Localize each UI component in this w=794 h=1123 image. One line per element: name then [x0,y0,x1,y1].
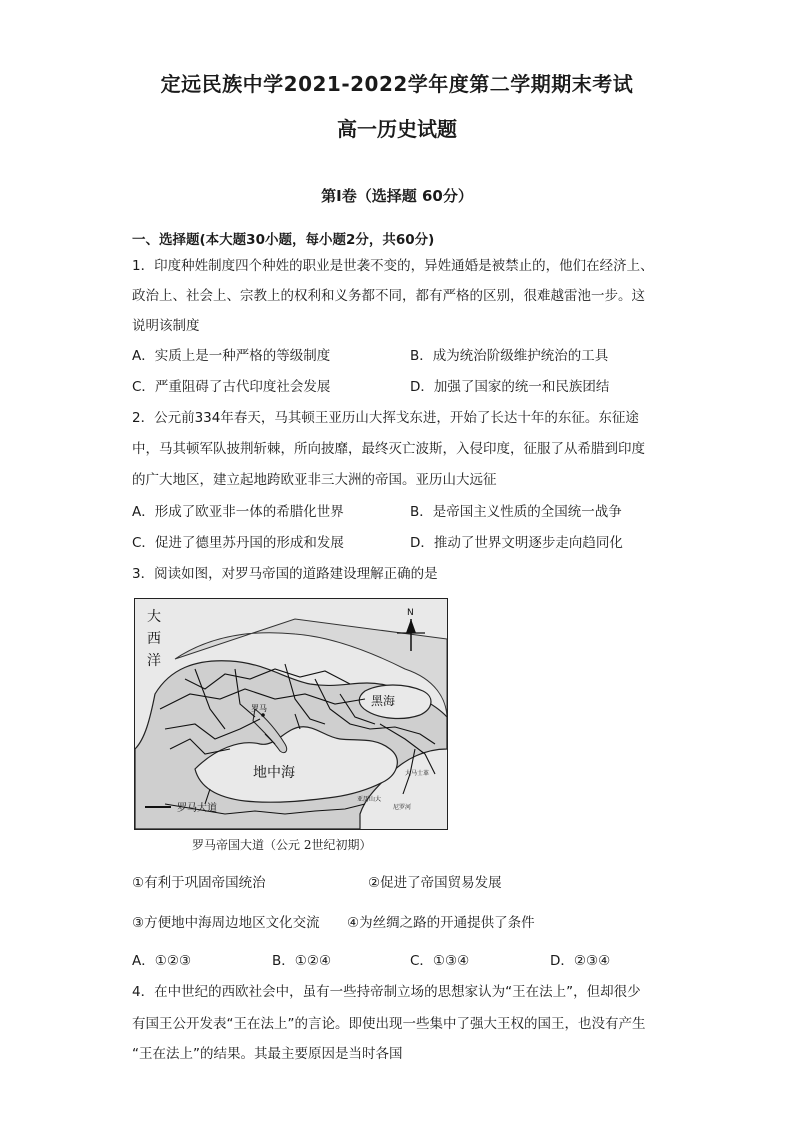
q2-line-2: 中，马其顿军队披荆斩棘，所向披靡，最终灭亡波斯，入侵印度，征服了从希腊到印度 [132,441,645,457]
part-heading: 第Ⅰ卷（选择题 60分） [321,187,473,205]
q3-option-d[interactable]: D．②③④ [550,953,611,969]
black-sea-label: 黑海 [371,694,396,708]
q4-line-1: 4．在中世纪的西欧社会中，虽有一些持帝制立场的思想家认为“王在法上”，但却很少 [132,984,641,1000]
alexandria-label: 亚历山大 [357,796,382,803]
section-heading: 一、选择题(本大题30小题，每小题2分，共60分) [132,232,435,248]
nile-label: 尼罗河 [393,804,412,811]
q3-stem: 3．阅读如图，对罗马帝国的道路建设理解正确的是 [132,566,438,582]
q3-statement-4: ④为丝绸之路的开通提供了条件 [347,915,535,931]
q2-option-d[interactable]: D．推动了世界文明逐步走向趋同化 [410,535,623,551]
exam-title: 定远民族中学2021-2022学年度第二学期期末考试 [160,72,634,96]
exam-subtitle: 高一历史试题 [337,117,457,141]
q3-statement-1: ①有利于巩固帝国统治 [132,875,266,891]
q1-option-b[interactable]: B．成为统治阶级维护统治的工具 [410,348,609,364]
q1-option-a[interactable]: A．实质上是一种严格的等级制度 [132,348,331,364]
roman-roads-map [134,598,448,830]
q4-line-3: “王在法上”的结果。其最主要原因是当时各国 [132,1046,403,1062]
q2-line-3: 的广大地区，建立起地跨欧亚非三大洲的帝国。亚历山大远征 [132,472,497,488]
atlantic-label-1: 大 [147,609,161,625]
damascus-label: 大马士革 [405,770,430,777]
q3-option-b[interactable]: B．①②④ [272,953,332,969]
q1-line-1: 1．印度种姓制度四个种姓的职业是世袭不变的，异姓通婚是被禁止的，他们在经济上、 [132,258,654,274]
q2-option-a[interactable]: A．形成了欧亚非一体的希腊化世界 [132,504,344,520]
mediterranean-label: 地中海 [253,765,295,781]
q1-line-2: 政治上、社会上、宗教上的权利和义务都不同，都有严格的区别，很难越雷池一步。这 [132,288,645,304]
q3-statement-2: ②促进了帝国贸易发展 [368,875,502,891]
atlantic-label-3: 洋 [147,653,161,669]
q2-line-1: 2．公元前334年春天，马其顿王亚历山大挥戈东进，开始了长达十年的东征。东征途 [132,410,639,426]
rome-label: 罗马 [251,704,267,713]
rome-dot [261,713,265,717]
map-graphic [135,599,447,829]
atlantic-label-2: 西 [147,631,161,647]
legend-label: 罗马大道 [177,803,217,814]
q2-option-b[interactable]: B．是帝国主义性质的全国统一战争 [410,504,622,520]
q2-option-c[interactable]: C．促进了德里苏丹国的形成和发展 [132,535,344,551]
north-label: N [407,608,414,618]
q1-option-d[interactable]: D．加强了国家的统一和民族团结 [410,379,610,395]
q3-option-a[interactable]: A．①②③ [132,953,192,969]
q1-option-c[interactable]: C．严重阻碍了古代印度社会发展 [132,379,331,395]
map-caption: 罗马帝国大道（公元 2世纪初期） [192,838,372,852]
q1-line-3: 说明该制度 [132,318,200,334]
q3-statement-3: ③方便地中海周边地区文化交流 [132,915,320,931]
q4-line-2: 有国王公开发表“王在法上”的言论。即使出现一些集中了强大王权的国王，也没有产生 [132,1016,646,1032]
q3-option-c[interactable]: C．①③④ [410,953,470,969]
